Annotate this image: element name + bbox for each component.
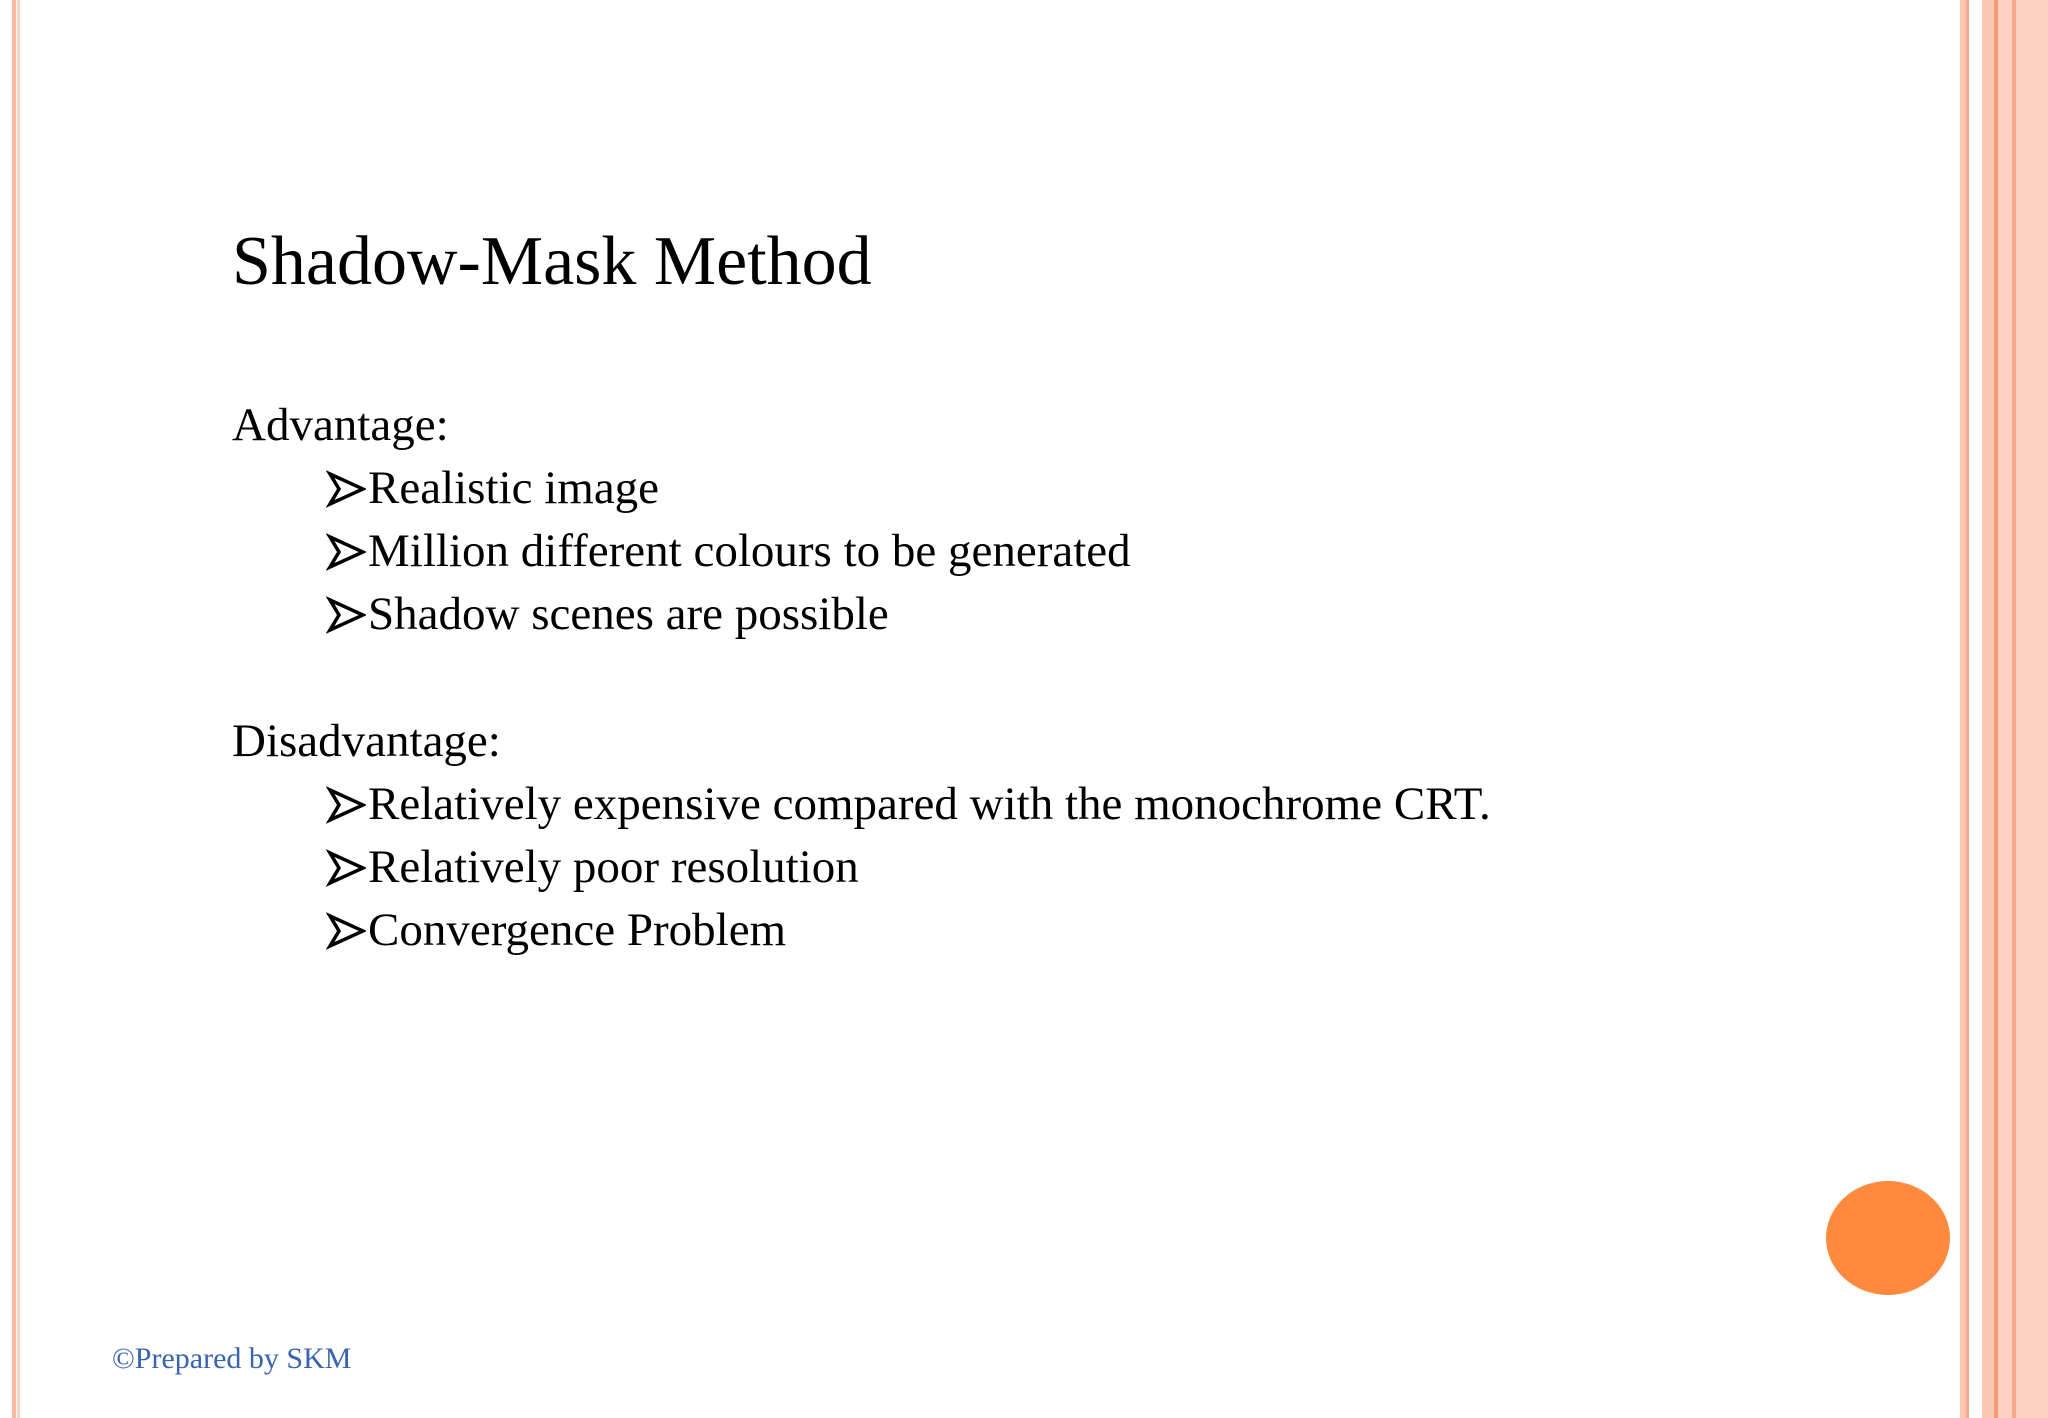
- list-item: [326, 520, 1131, 583]
- arrow-bullet-icon: [326, 848, 366, 888]
- bullet-text: Relatively poor resolution: [368, 841, 859, 893]
- list-item: [326, 899, 1491, 962]
- arrow-bullet-icon: [326, 532, 366, 572]
- arrow-bullet-icon: [326, 785, 366, 825]
- slide-title: Shadow-Mask Method: [232, 223, 872, 300]
- arrow-bullet-icon: [326, 469, 366, 509]
- bullet-text: Relatively expensive compared with the monochrome CRT.: [368, 778, 1491, 830]
- bullet-text: Convergence Problem: [368, 904, 787, 956]
- list-item: [326, 457, 1131, 520]
- right-stripe: [1966, 0, 1969, 1418]
- list-item: [326, 773, 1491, 836]
- left-border-stripe: [12, 0, 16, 1418]
- arrow-bullet-icon: [326, 595, 366, 635]
- bullet-text: Million different colours to be generated: [368, 525, 1131, 577]
- list-item: [326, 836, 1491, 899]
- disadvantage-heading: Disadvantage:: [232, 715, 501, 767]
- disadvantage-list: [326, 773, 1491, 962]
- orange-circle-decoration: [1826, 1181, 1950, 1295]
- right-border-panel: [1960, 0, 2048, 1418]
- left-border-stripe-inner: [17, 0, 20, 1418]
- bullet-text: Shadow scenes are possible: [368, 588, 889, 640]
- footer-credit: ©Prepared by SKM: [112, 1342, 352, 1375]
- arrow-bullet-icon: [326, 911, 366, 951]
- right-stripe: [1982, 0, 1994, 1418]
- right-stripe: [2016, 0, 2048, 1418]
- list-item: [326, 583, 1131, 646]
- advantage-list: [326, 457, 1131, 646]
- advantage-heading: Advantage:: [232, 399, 449, 451]
- right-stripe: [1998, 0, 2012, 1418]
- bullet-text: Realistic image: [368, 462, 660, 514]
